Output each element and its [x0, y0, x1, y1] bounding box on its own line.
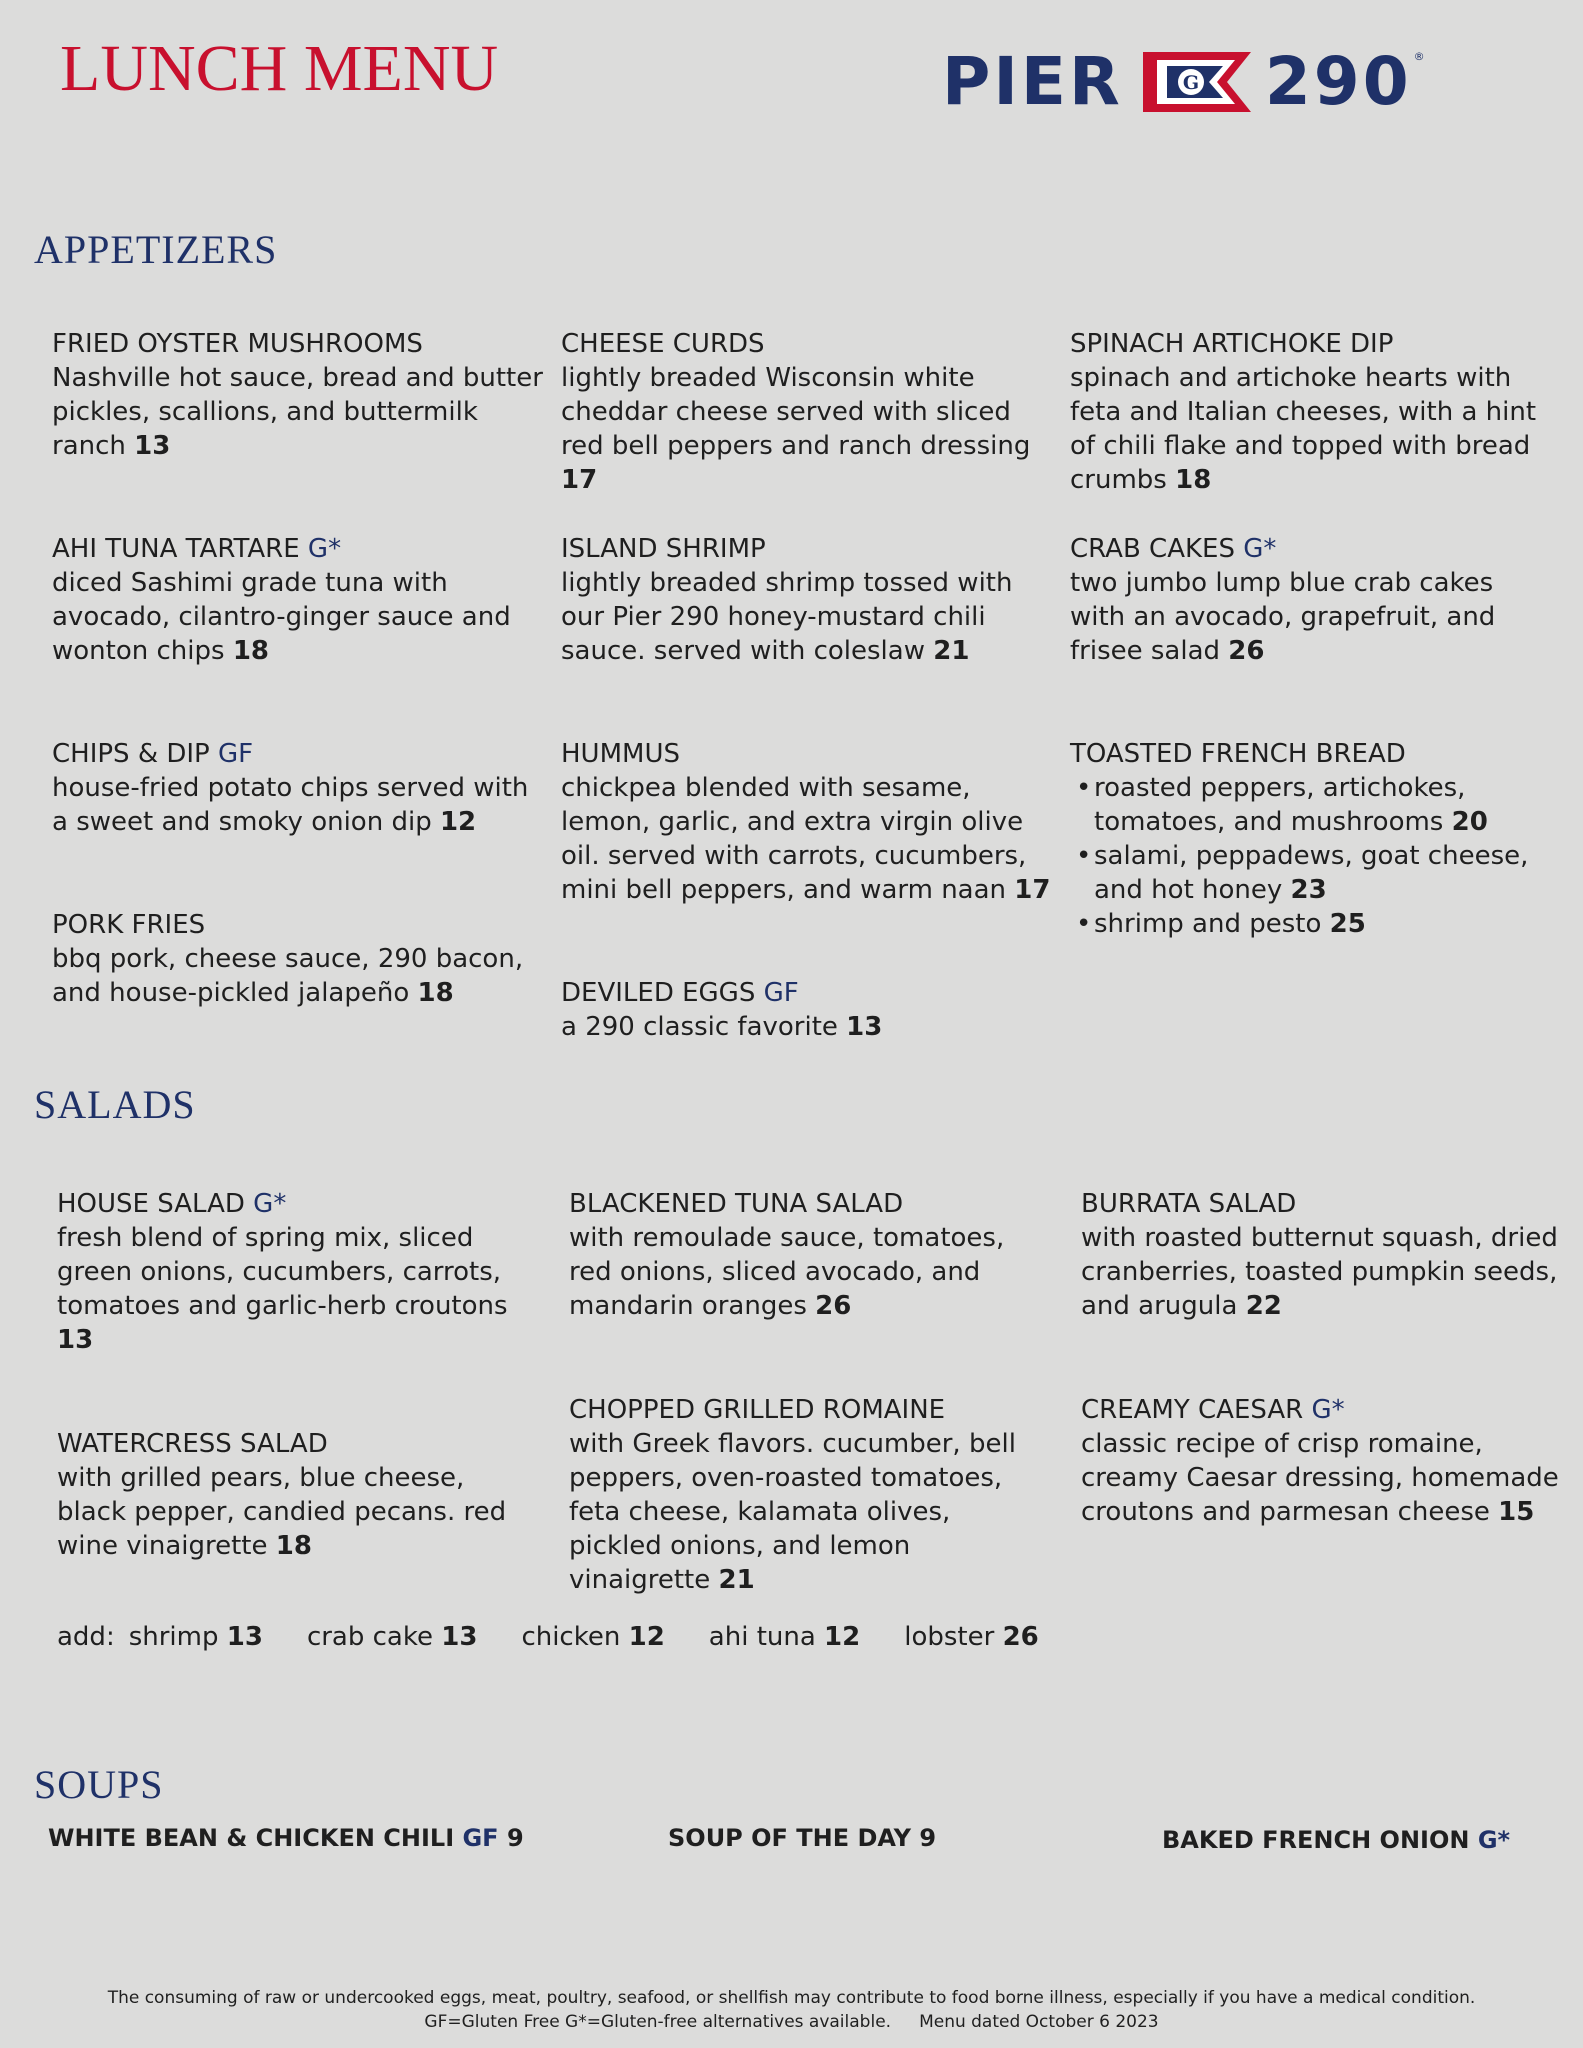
option-list	[1070, 771, 1570, 941]
item-name: HOUSE SALAD	[57, 1189, 245, 1219]
item-tag: G*	[1243, 534, 1277, 564]
footer-legend-line	[0, 2010, 1583, 2034]
item-price: 13	[846, 1012, 883, 1042]
item-name: WATERCRESS SALAD	[57, 1429, 328, 1459]
item-name: SOUP OF THE DAY	[668, 1824, 912, 1852]
menu-item	[1070, 532, 1550, 668]
gluten-legend: GF=Gluten Free G*=Gluten-free alternatives available.	[424, 2012, 892, 2032]
item-description: Nashville hot sauce, bread and butter pickles, scallions, and buttermilk ranch	[52, 363, 543, 461]
menu-item	[569, 1187, 1039, 1323]
burgee-flag-icon	[1143, 52, 1251, 112]
item-description: lightly breaded Wisconsin white cheddar cheese served with sliced red bell peppers and ranch dressing	[561, 363, 1031, 461]
menu-item	[57, 1427, 537, 1563]
item-price: 21	[718, 1565, 755, 1595]
menu-item-toasted-bread	[1070, 737, 1570, 941]
item-tag: G*	[307, 534, 342, 564]
item-description: fresh blend of spring mix, sliced green onions, cucumbers, carrots, tomatoes and garlic-herb croutons	[57, 1223, 508, 1321]
item-name: ISLAND SHRIMP	[561, 534, 766, 564]
item-price: 21	[933, 636, 970, 666]
item-price: 18	[232, 636, 269, 666]
appetizers-heading: APPETIZERS	[34, 227, 278, 272]
list-item: • shrimp and pesto 25	[1070, 907, 1570, 941]
addons-label: add:	[57, 1622, 115, 1652]
item-tag: G*	[1477, 1826, 1511, 1854]
item-description: lightly breaded shrimp tossed with our Pier 290 honey-mustard chili sauce. served with coleslaw	[561, 568, 1013, 666]
item-description: a 290 classic favorite	[561, 1012, 847, 1042]
item-price: 13	[134, 431, 171, 461]
item-description: with grilled pears, blue cheese, black pepper, candied pecans. red wine vinaigrette	[57, 1463, 507, 1561]
item-description: two jumbo lump blue crab cakes with an avocado, grapefruit, and frisee salad	[1070, 568, 1496, 666]
soup-item	[668, 1822, 936, 1854]
item-price: 9	[919, 1824, 937, 1852]
item-price: 9	[506, 1824, 524, 1852]
menu-item	[52, 327, 552, 463]
item-name: BLACKENED TUNA SALAD	[569, 1189, 904, 1219]
item-price: 15	[1498, 1497, 1535, 1527]
menu-item	[1081, 1393, 1561, 1529]
list-item: • salami, peppadews, goat cheese, and hot honey 23	[1070, 839, 1570, 907]
soups-heading: SOUPS	[34, 1762, 164, 1807]
menu-item	[561, 327, 1061, 497]
item-price: 18	[1175, 465, 1212, 495]
item-price: 12	[439, 807, 477, 837]
item-name: BAKED FRENCH ONION	[1162, 1826, 1470, 1854]
item-tag: GF	[218, 739, 254, 769]
menu-item	[569, 1393, 1039, 1597]
menu-item	[52, 737, 552, 839]
item-description: classic recipe of crisp romaine, creamy Caesar dressing, homemade croutons and parmesan cheese	[1081, 1429, 1559, 1527]
item-description: chickpea blended with sesame, lemon, garlic, and extra virgin olive oil. served with carrots, cucumbers, mini bell peppers, and warm naan	[561, 773, 1027, 905]
item-name: CREAMY CAESAR	[1081, 1395, 1304, 1425]
addon-item: chicken 12	[521, 1622, 665, 1652]
item-price: 17	[1014, 875, 1051, 905]
registered-mark: ®	[1413, 50, 1425, 63]
item-name: CHEESE CURDS	[561, 329, 765, 359]
item-name: HUMMUS	[561, 739, 680, 769]
item-description: bbq pork, cheese sauce, 290 bacon, and house-pickled jalapeño	[52, 944, 524, 1008]
menu-item	[57, 1187, 537, 1357]
addon-item: crab cake 13	[306, 1622, 478, 1652]
menu-item	[1081, 1187, 1561, 1323]
item-name: PORK FRIES	[52, 910, 206, 940]
soup-item	[48, 1822, 524, 1854]
item-name: WHITE BEAN & CHICKEN CHILI	[48, 1824, 455, 1852]
salad-addons	[57, 1620, 1083, 1654]
item-name: CRAB CAKES	[1070, 534, 1235, 564]
menu-item	[561, 532, 1061, 668]
pier-290-logo	[942, 43, 1425, 120]
item-price: 26	[1228, 636, 1265, 666]
item-description: with roasted butternut squash, dried cranberries, toasted pumpkin seeds, and arugula	[1081, 1223, 1558, 1321]
item-price: 18	[275, 1531, 312, 1561]
item-price: 17	[561, 465, 598, 495]
logo-word-290: 290	[1264, 43, 1412, 120]
item-name: TOASTED FRENCH BREAD	[1070, 739, 1406, 769]
menu-title: LUNCH MENU	[60, 32, 499, 105]
salads-heading: SALADS	[34, 1082, 196, 1127]
addon-item: ahi tuna 12	[708, 1622, 861, 1652]
item-description: with Greek flavors. cucumber, bell peppers, oven-roasted tomatoes, feta cheese, kalamata olives, pickled onions, and lemon vinaigrette	[569, 1429, 1016, 1595]
item-description: diced Sashimi grade tuna with avocado, cilantro-ginger sauce and wonton chips	[52, 568, 511, 666]
item-price: 18	[417, 978, 454, 1008]
item-name: DEVILED EGGS	[561, 978, 756, 1008]
item-description: with remoulade sauce, tomatoes, red onions, sliced avocado, and mandarin oranges	[569, 1223, 1005, 1321]
addon-item: shrimp 13	[128, 1622, 263, 1652]
item-tag: G*	[1311, 1395, 1345, 1425]
item-name: BURRATA SALAD	[1081, 1189, 1297, 1219]
menu-item	[52, 532, 552, 668]
menu-item	[1070, 327, 1560, 497]
item-tag: GF	[763, 978, 799, 1008]
item-name: SPINACH ARTICHOKE DIP	[1070, 329, 1394, 359]
menu-item	[561, 737, 1061, 907]
item-description: spinach and artichoke hearts with feta and Italian cheeses, with a hint of chili flake and topped with bread crumbs	[1070, 363, 1537, 495]
item-name: CHIPS & DIP	[52, 739, 210, 769]
item-name: CHOPPED GRILLED ROMAINE	[569, 1395, 946, 1425]
soup-item	[1162, 1824, 1510, 1856]
menu-date: Menu dated October 6 2023	[919, 2012, 1159, 2032]
footer	[0, 1986, 1583, 2034]
menu-item	[52, 908, 552, 1010]
logo-word-pier: PIER	[942, 43, 1123, 120]
menu-item	[561, 976, 1061, 1044]
item-tag: G*	[253, 1189, 287, 1219]
item-name: FRIED OYSTER MUSHROOMS	[52, 329, 423, 359]
item-price: 22	[1245, 1291, 1282, 1321]
addon-item: lobster 26	[904, 1622, 1039, 1652]
item-description: house-fried potato chips served with a sweet and smoky onion dip	[52, 773, 529, 837]
item-price: 13	[57, 1325, 94, 1355]
item-tag: GF	[462, 1824, 499, 1852]
flag-letter: G	[1182, 72, 1199, 94]
item-name: AHI TUNA TARTARE	[52, 534, 300, 564]
item-price: 26	[815, 1291, 852, 1321]
food-safety-disclaimer: The consuming of raw or undercooked eggs, meat, poultry, seafood, or shellfish may contribute to food borne illness, especially if you have a medical condition.	[107, 1988, 1476, 2008]
list-item: • roasted peppers, artichokes, tomatoes, and mushrooms 20	[1070, 771, 1570, 839]
